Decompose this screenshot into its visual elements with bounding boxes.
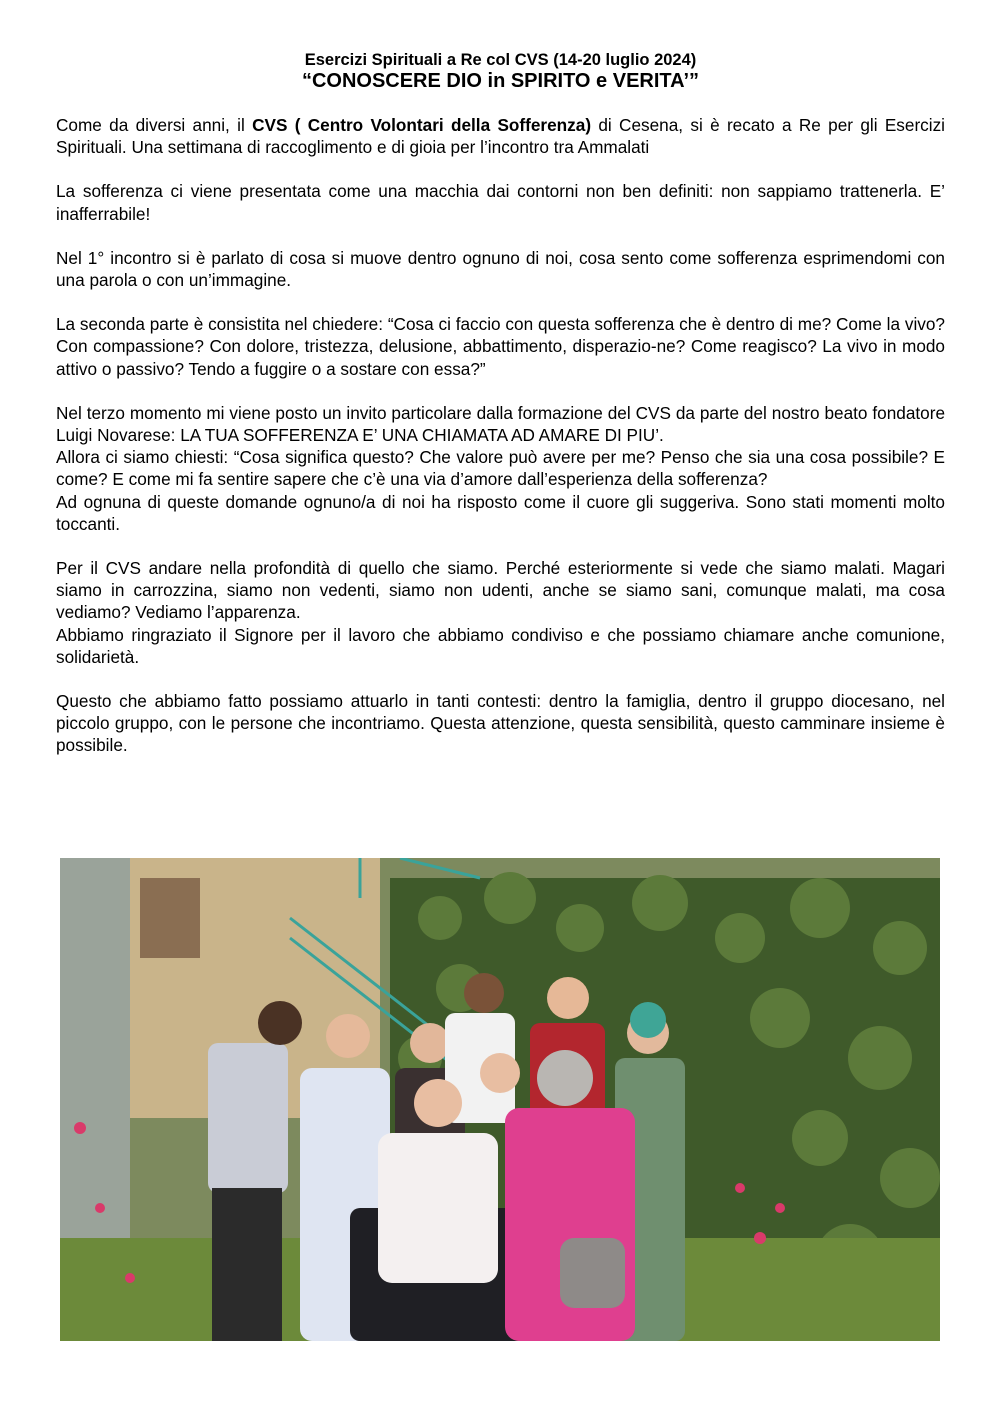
paragraph-depth: Per il CVS andare nella profondità di quello che siamo. Perché esteriormente si vede che siamo malati. Magari siamo in carrozzina, siamo non vedenti, siamo non udenti, anche se siamo sani, comunque malati, ma cosa vediamo? Vediamo l’apparenza. [56,558,945,623]
document-page [56,50,945,757]
paragraph-first-meeting: Nel 1° incontro si è parlato di cosa si muove dentro ognuno di noi, cosa sento come sofferenza esprimendomi con una parola o con un’immagine. [56,247,945,291]
building-window [140,878,200,958]
group-photo-illustration [60,858,940,1341]
paragraph-contexts: Questo che abbiamo fatto possiamo attuarlo in tanti contesti: dentro la famiglia, dentro il gruppo diocesano, nel piccolo gruppo, con le persone che incontriamo. Questa attenzione, questa sensibilità, questo camminare insieme è possibile. [56,691,945,756]
intro-text-end: di Cesena, si è recato a Re per gli Esercizi Spirituali. Una settimana di raccoglimento e di gioia per l’incontro tra Ammalati [56,115,945,158]
paragraph-second-part: La seconda parte è consistita nel chiedere: “Cosa ci faccio con questa sofferenza che è dentro di me? Come la vivo? Con compassione? Con dolore, tristezza, delusione, abbattimento, disperazio-ne? Come reagisco? La vivo in modo attivo o passivo? Tendo a fuggire o a sostare con essa?” [56,314,945,379]
paragraph-answers: Ad ognuna di queste domande ognuno/a di noi ha risposto come il cuore gli suggeriva. Sono stati momenti molto toccanti. [56,491,945,534]
intro-text-start: Come da diversi anni, il [56,115,253,135]
paragraph-third-moment: Nel terzo momento mi viene posto un invito particolare dalla formazione del CVS da parte del nostro beato fondatore Luigi Novarese: LA TUA SOFFERENZA E’ UNA CHIAMATA AD AMARE DI PIU’. [56,402,945,446]
cvs-name: CVS ( Centro Volontari della Sofferenza) [252,115,592,135]
document-subtitle: “CONOSCERE DIO in SPIRITO e VERITA’” [301,70,700,92]
paragraph-thanks: Abbiamo ringraziato il Signore per il lavoro che abbiamo condiviso e che possiamo chiamare anche comunione, solidarietà. [56,624,945,667]
paragraph-questions: Allora ci siamo chiesti: “Cosa significa questo? Che valore può avere per me? Penso che sia una cosa possibile? E come? E come mi fa sentire sapere che c’è una via d’amore dall’esperienza della sofferenza? [56,447,945,490]
document-title: Esercizi Spirituali a Re col CVS (14-20 luglio 2024) [304,51,697,69]
stone-column [60,858,130,1278]
paragraph-intro [56,114,945,158]
paragraph-suffering: La sofferenza ci viene presentata come una macchia dai contorni non ben definiti: non sappiamo trattenerla. E’ inafferrabile! [56,181,945,224]
group-photo [60,858,940,1341]
